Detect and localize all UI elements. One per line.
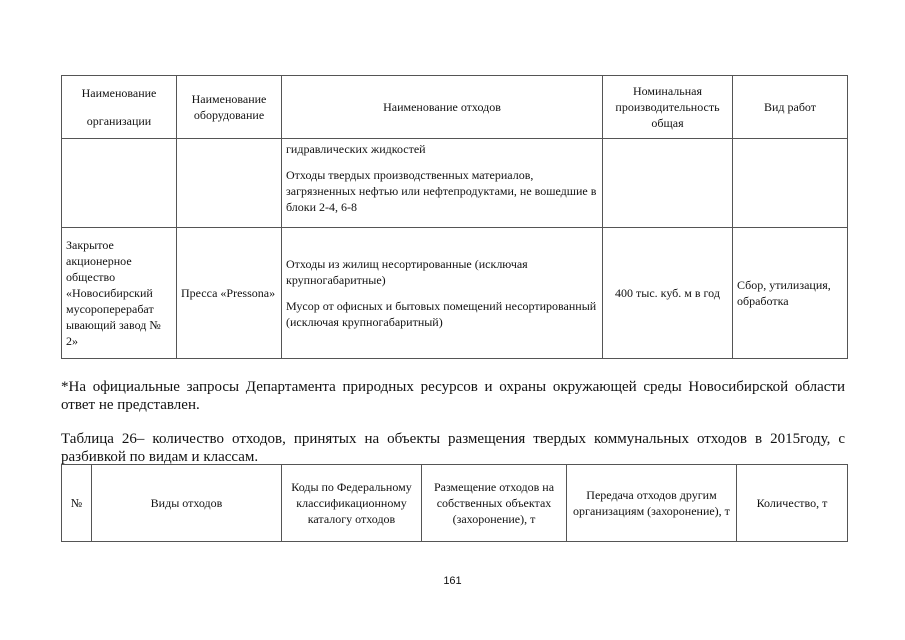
header-waste-kinds: Виды отходов (92, 465, 282, 542)
cell-capacity: 400 тыс. куб. м в год (603, 228, 733, 359)
header-organization (62, 76, 177, 139)
footnote: *На официальные запросы Департамента природных ресурсов и охраны окружающей среды Новосибирской области ответ не представлен. (61, 379, 845, 413)
waste-text: гидравлических жидкостей (286, 142, 426, 156)
header-waste: Наименование отходов (282, 76, 603, 139)
table-caption: Таблица 26– количество отходов, принятых на объекты размещения твердых коммунальных отходов в 2015году, с разбивкой по видам и классам. (61, 431, 845, 465)
header-number: № (62, 465, 92, 542)
waste-quantity-table (61, 464, 848, 542)
header-organization-line1: Наименование (81, 86, 157, 100)
table-header-row (62, 76, 848, 139)
header-work: Вид работ (733, 76, 848, 139)
waste-text: Мусор от офисных и бытовых помещений несортированный (исключая крупногабаритный) (286, 299, 597, 329)
table-row (62, 139, 848, 228)
header-own-objects: Размещение отходов на собственных объектах (захоронение), т (422, 465, 567, 542)
header-quantity: Количество, т (737, 465, 848, 542)
cell-empty (733, 139, 848, 228)
cell-waste (282, 228, 603, 359)
waste-text: Отходы твердых производственных материалов, загрязненных нефтью или нефтепродуктами, не вошедшие в блоки 2-4, 6-8 (286, 168, 597, 214)
page-number: 161 (443, 575, 462, 587)
table-header-row (62, 465, 848, 542)
header-transfer: Передача отходов другим организациям (захоронение), т (567, 465, 737, 542)
cell-waste (282, 139, 603, 228)
cell-empty (177, 139, 282, 228)
header-equipment: Наименование оборудование (177, 76, 282, 139)
cell-equipment: Пресса «Pressona» (177, 228, 282, 359)
cell-empty (603, 139, 733, 228)
table-row (62, 228, 848, 359)
header-organization-line2: организации (86, 114, 152, 128)
waste-text: Отходы из жилищ несортированные (исключая крупногабаритные) (286, 257, 528, 287)
organizations-table (61, 75, 848, 359)
header-capacity: Номинальная производительность общая (603, 76, 733, 139)
cell-work: Сбор, утилизация, обработка (733, 228, 848, 359)
cell-empty (62, 139, 177, 228)
cell-organization: Закрытое акционерное общество «Новосибирский мусороперерабат ывающий завод № 2» (62, 228, 177, 359)
header-codes: Коды по Федеральному классификационному каталогу отходов (282, 465, 422, 542)
